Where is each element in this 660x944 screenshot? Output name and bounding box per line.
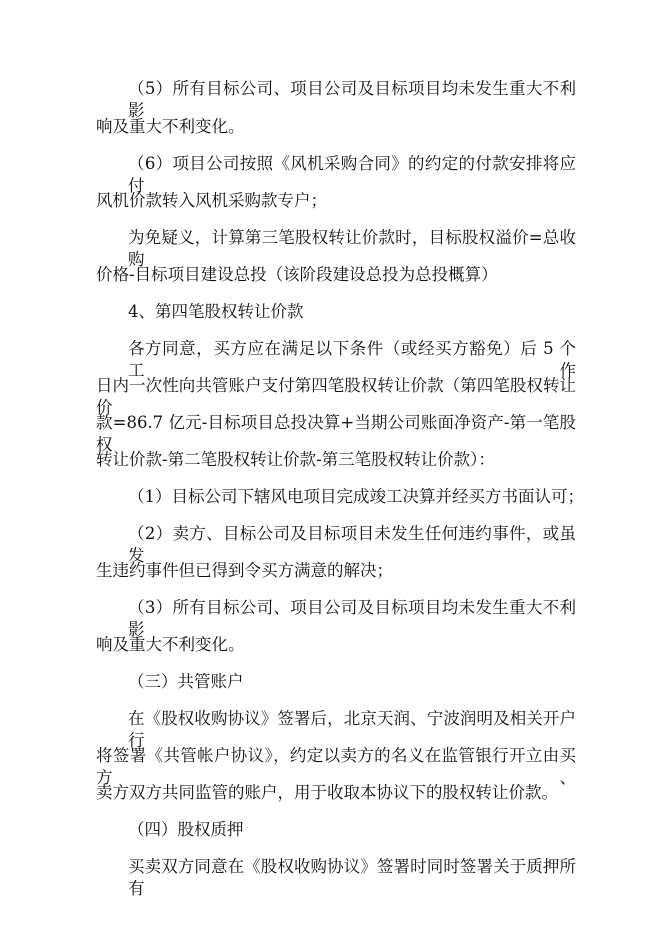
text-line: 价格-目标项目建设总投（该阶段建设总投为总投概算） (96, 265, 498, 284)
text-line: 转让价款-第二笔股权转让价款-第三笔股权转让价款）： (96, 450, 495, 469)
section-heading: （四）股权质押 (128, 820, 244, 839)
text-line: 生违约事件但已得到令买方满意的解决； (96, 561, 393, 580)
text-line: （6）项目公司按照《风机采购合同》的约定的付款安排将应付 (128, 154, 576, 195)
text-line: 各方同意，买方应在满足以下条件（或经买方豁免）后 5 个工作 (128, 339, 576, 380)
text-line: 卖方双方共同监管的账户，用于收取本协议下的股权转让价款。 (96, 783, 558, 802)
text-line: 日内一次性向共管账户支付第四笔股权转让价款（第四笔股权转让价 (96, 376, 576, 417)
text-line: 为免疑义，计算第三笔股权转让价款时，目标股权溢价=总收购 (128, 228, 576, 269)
text-line: （2）卖方、目标公司及目标项目未发生任何违约事件，或虽发 (128, 524, 576, 565)
text-line: 将签署《共管帐户协议》，约定以卖方的名义在监管银行开立由买方、 (96, 746, 576, 787)
section-heading: 4、第四笔股权转让价款 (128, 302, 304, 321)
text-line: 响及重大不利变化。 (96, 635, 245, 654)
text-line: 款=86.7 亿元-目标项目总投决算+当期公司账面净资产-第一笔股权 (96, 413, 576, 454)
text-line: （5）所有目标公司、项目公司及目标项目均未发生重大不利影 (128, 79, 576, 120)
section-heading: （三）共管账户 (128, 672, 244, 691)
text-line: 买卖双方同意在《股权收购协议》签署时同时签署关于质押所有 (128, 857, 576, 898)
text-line: 在《股权收购协议》签署后，北京天润、宁波润明及相关开户行 (128, 709, 576, 750)
text-line: 风机价款转入风机采购款专户； (96, 191, 327, 210)
text-line: 响及重大不利变化。 (96, 117, 245, 136)
text-line: （3）所有目标公司、项目公司及目标项目均未发生重大不利影 (128, 598, 576, 639)
text-line: （1）目标公司下辖风电项目完成竣工决算并经买方书面认可； (128, 487, 584, 506)
